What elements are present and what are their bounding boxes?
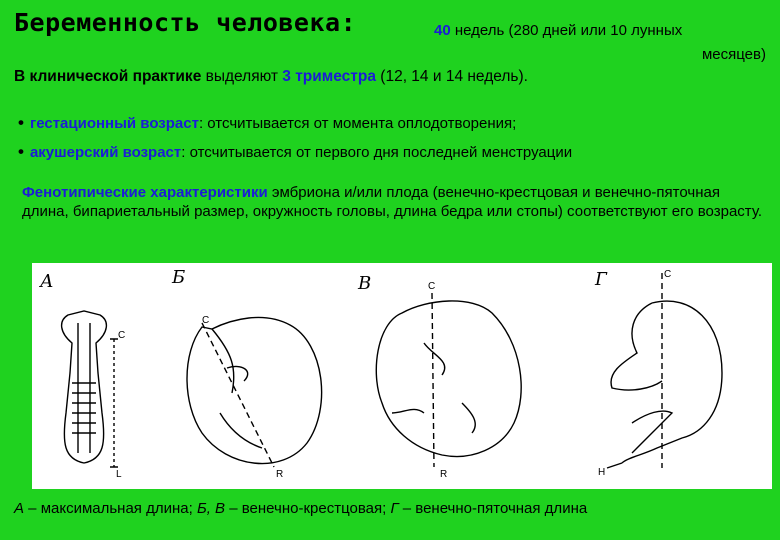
pregnancy-duration-cont: месяцев): [701, 46, 766, 63]
figure-caption: [14, 500, 587, 517]
letter-r-b: R: [276, 469, 284, 480]
weeks-text: недель (280 дней или 10 лунных: [450, 22, 683, 39]
pregnancy-duration: [434, 22, 682, 39]
figure-label-b: Б: [172, 267, 186, 288]
bullet-text: : отсчитывается от первого дня последней менструации: [181, 144, 573, 161]
caption-g-text: – венечно-пяточная длина: [398, 500, 588, 517]
clinical-text: выделяют: [201, 68, 283, 85]
embryo-drawings: [32, 263, 772, 489]
letter-c-v: C: [428, 281, 436, 292]
embryo-g-drawing: [607, 273, 722, 468]
embryo-v-drawing: [376, 293, 521, 467]
bullet-term: акушерский возраст: [29, 144, 182, 161]
embryo-b-drawing: [187, 317, 322, 467]
phenotype-text: эмбриона и/или плода (венечно-крестцовая и венечно-пяточная длина, бипариетальный размер, окружность головы, длина бедра или стопы) соответствуют его возрасту.: [22, 184, 763, 220]
embryo-measurement-figure: [32, 263, 772, 489]
figure-label-a: А: [40, 271, 54, 292]
caption-a-text: – максимальная длина;: [24, 500, 197, 517]
figure-label-v: В: [358, 273, 372, 294]
page-title: Беременность человека:: [14, 8, 357, 37]
weeks-number: 40: [434, 22, 451, 39]
bullet-gestational-age: [18, 113, 516, 133]
bullet-term: гестационный возраст: [29, 115, 199, 132]
bullet-text: : отсчитывается от момента оплодотворения;: [198, 115, 517, 132]
figure-label-g: Г: [595, 269, 607, 290]
letter-c-b: C: [202, 315, 210, 326]
letter-h-g: H: [598, 467, 606, 478]
letter-r-v: R: [440, 469, 448, 480]
caption-b: Б, В: [196, 500, 226, 517]
clinical-text-bold: В клинической практике: [14, 68, 202, 85]
letter-c-g: C: [664, 269, 672, 280]
clinical-practice-line: [14, 68, 528, 86]
letter-c-a: C: [118, 330, 126, 341]
phenotype-term: Фенотипические характеристики: [22, 184, 268, 201]
caption-b-text: – венечно-крестцовая;: [225, 500, 391, 517]
bullet-icon: •: [18, 113, 24, 132]
bullet-icon: •: [18, 142, 24, 161]
trimesters-highlight: 3 триместра: [282, 68, 376, 85]
bullet-obstetric-age: [18, 142, 572, 162]
phenotype-paragraph: [22, 183, 762, 221]
trimesters-detail: (12, 14 и 14 недель).: [375, 68, 528, 85]
letter-l-a: L: [116, 469, 122, 480]
caption-a: А: [14, 500, 25, 517]
embryo-a-drawing: [62, 311, 118, 467]
caption-g: Г: [390, 500, 399, 517]
